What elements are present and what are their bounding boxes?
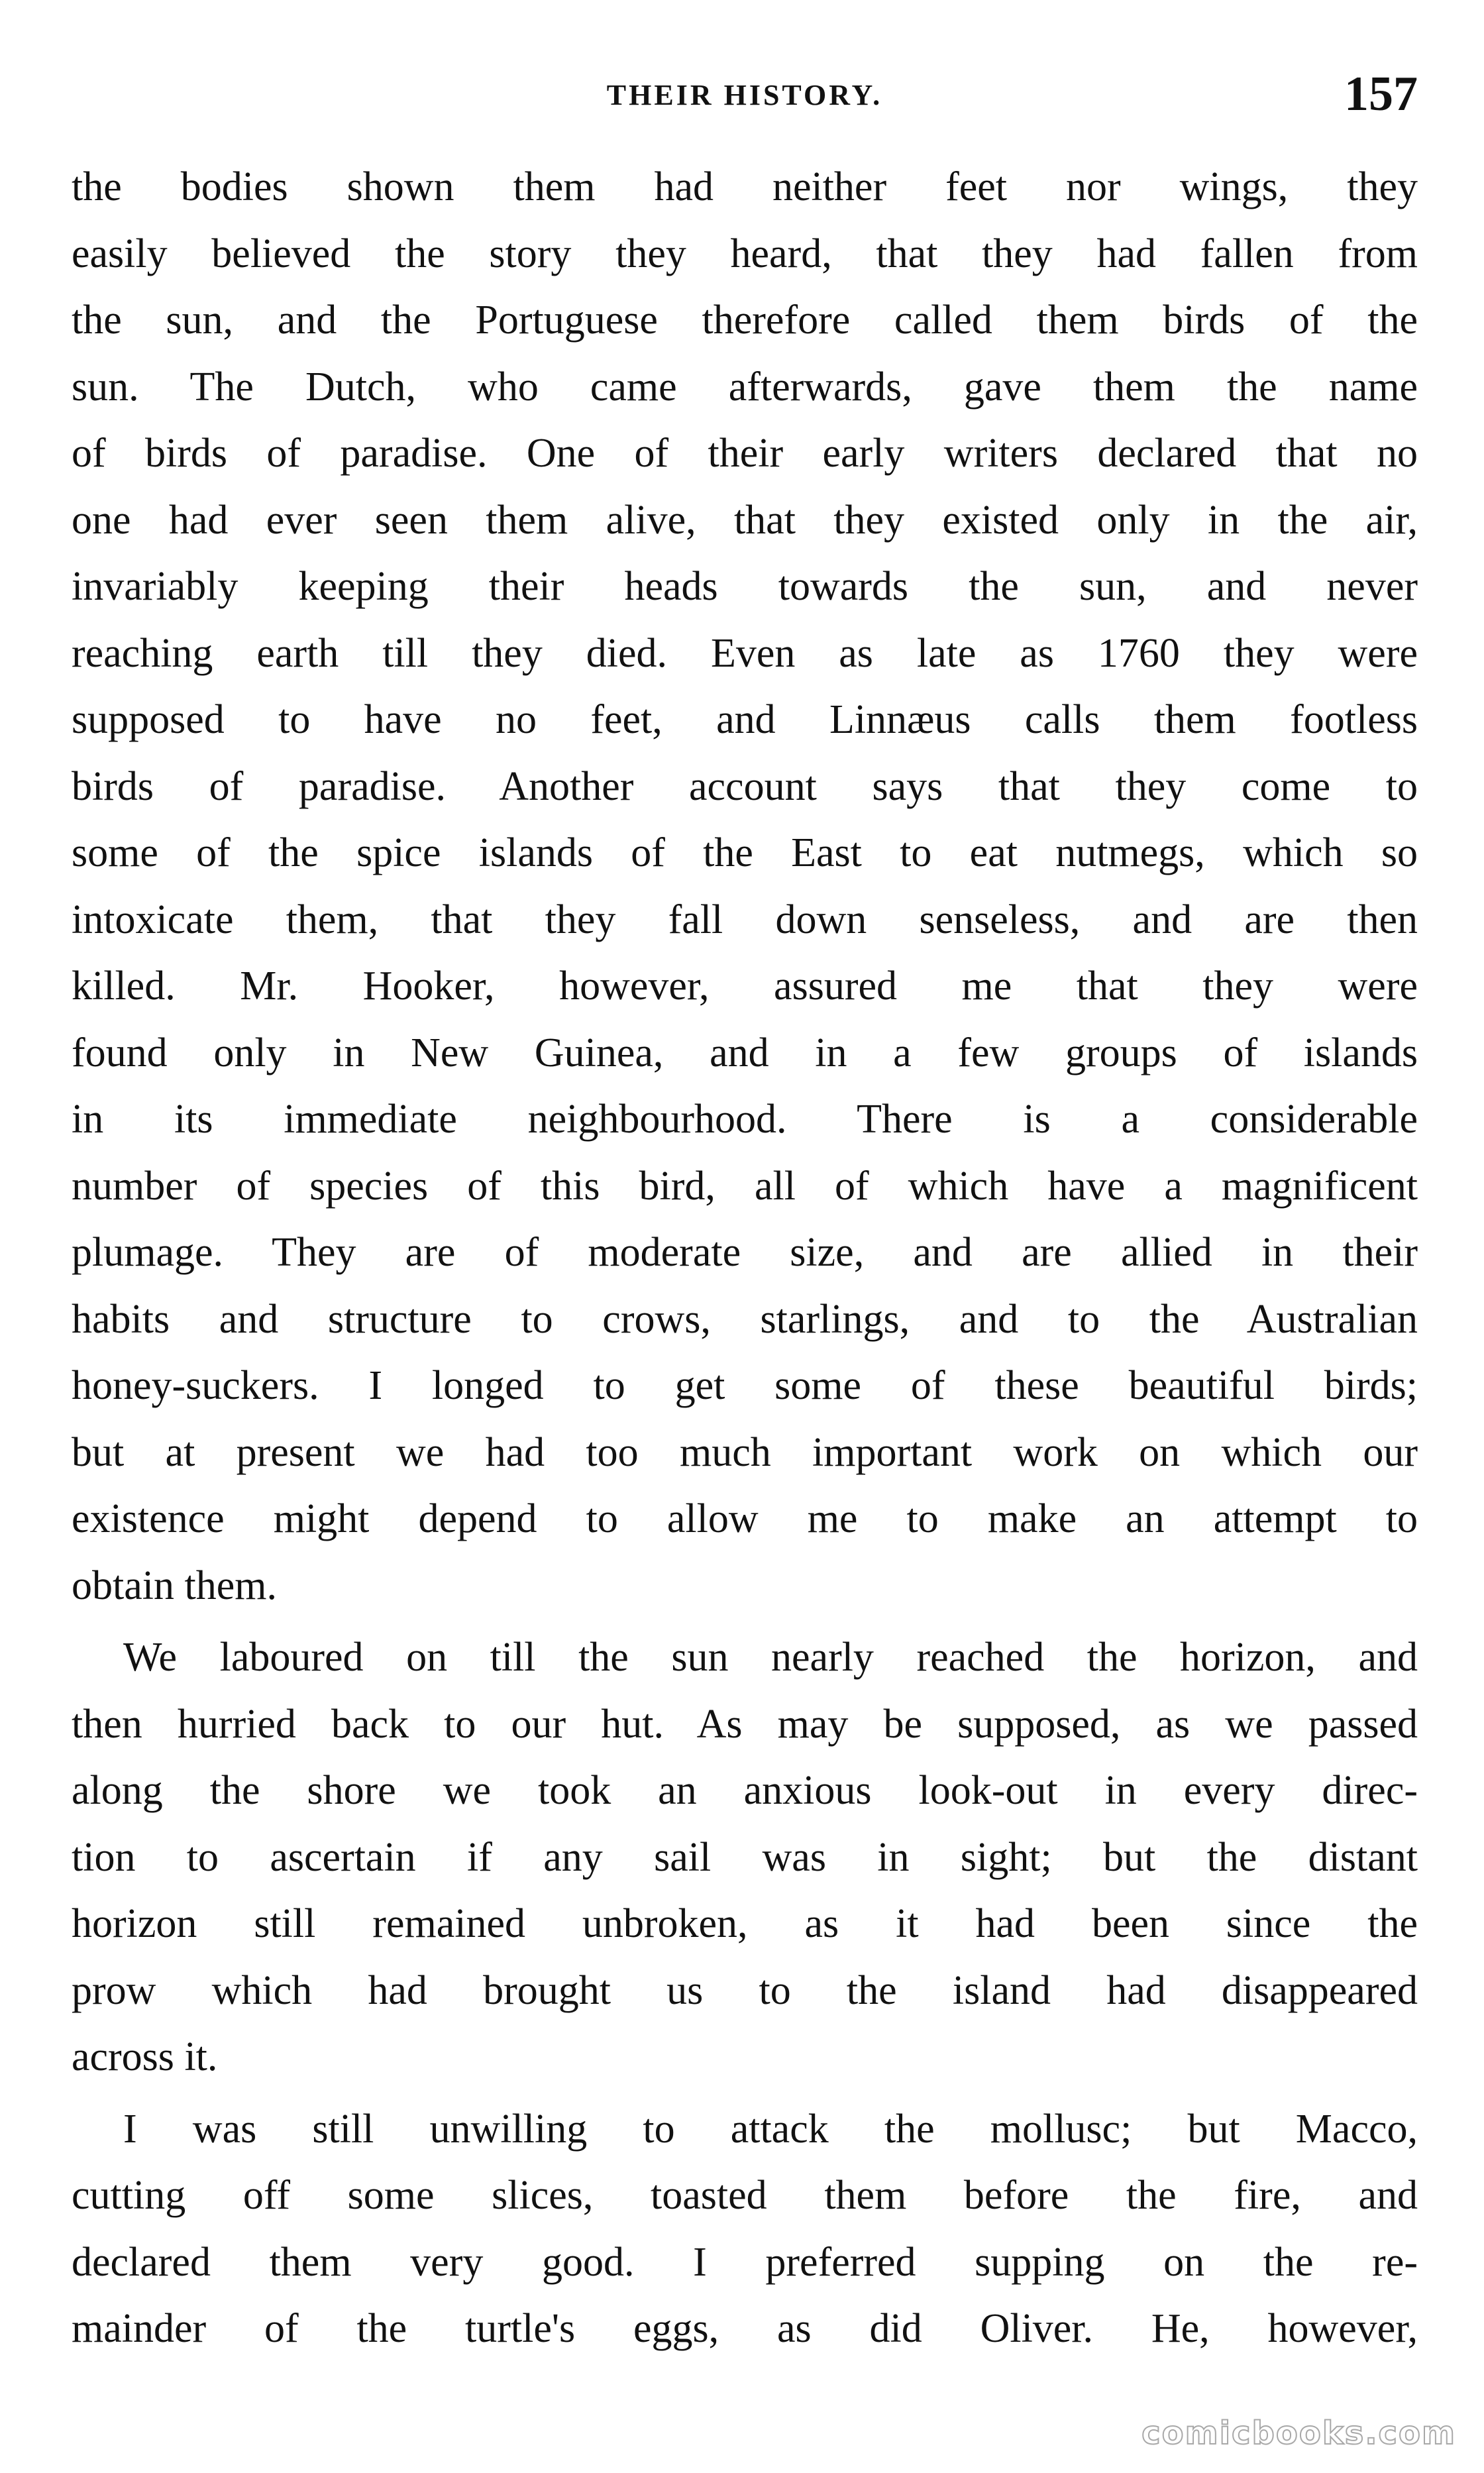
text-line: birds of paradise. Another account says that they come to (72, 763, 1418, 809)
watermark: comicbooks.com (1141, 2415, 1456, 2452)
page-number: 157 (1344, 67, 1418, 121)
text-line: across it. (72, 2034, 218, 2079)
text-line: the bodies shown them had neither feet nor wings, they (72, 164, 1418, 209)
text-line: then hurried back to our hut. As may be supposed, as we passed (72, 1701, 1418, 1747)
text-line: I was still unwilling to attack the mollusc; but Macco, (123, 2106, 1418, 2152)
text-line: existence might depend to allow me to make an attempt to (72, 1496, 1418, 1541)
text-line: but at present we had too much important work on which our (72, 1429, 1418, 1475)
text-line: sun. The Dutch, who came afterwards, gave them the name (72, 364, 1418, 410)
text-line: invariably keeping their heads towards the sun, and never (72, 564, 1418, 609)
text-line: reaching earth till they died. Even as late as 1760 they were (72, 630, 1418, 676)
text-line: obtain them. (72, 1563, 277, 1608)
body-text (72, 154, 1418, 2362)
running-title: THEIR HISTORY. (606, 79, 883, 111)
running-head (72, 66, 1418, 139)
paragraph (72, 2096, 1418, 2362)
paragraph (72, 154, 1418, 1619)
text-line: of birds of paradise. One of their early writers declared that no (72, 431, 1418, 476)
paragraph (72, 1624, 1418, 2091)
text-line: cutting off some slices, toasted them before the fire, and (72, 2173, 1418, 2218)
text-line: declared them very good. I preferred supping on the re- (72, 2239, 1418, 2285)
text-line: easily believed the story they heard, that they had fallen from (72, 231, 1418, 276)
text-line: prow which had brought us to the island had disappeared (72, 1967, 1418, 2013)
text-line: in its immediate neighbourhood. There is a considerable (72, 1097, 1418, 1142)
text-line: plumage. They are of moderate size, and are allied in their (72, 1230, 1418, 1275)
text-line: mainder of the turtle's eggs, as did Oliver. He, however, (72, 2306, 1418, 2351)
text-line: the sun, and the Portuguese therefore called them birds of the (72, 298, 1418, 343)
text-line: number of species of this bird, all of which have a magnificent (72, 1163, 1418, 1209)
text-line: We laboured on till the sun nearly reached the horizon, and (123, 1635, 1418, 1680)
text-line: some of the spice islands of the East to eat nutmegs, which so (72, 830, 1418, 875)
text-line: tion to ascertain if any sail was in sight; but the distant (72, 1834, 1418, 1880)
text-line: intoxicate them, that they fall down senseless, and are then (72, 897, 1418, 942)
text-line: found only in New Guinea, and in a few groups of islands (72, 1030, 1418, 1075)
text-line: supposed to have no feet, and Linnæus calls them footless (72, 697, 1418, 742)
text-line: horizon still remained unbroken, as it had been since the (72, 1901, 1418, 1946)
text-line: killed. Mr. Hooker, however, assured me that they were (72, 963, 1418, 1009)
text-line: one had ever seen them alive, that they existed only in the air, (72, 497, 1418, 543)
text-line: habits and structure to crows, starlings, and to the Australian (72, 1296, 1418, 1342)
text-line: honey-suckers. I longed to get some of these beautiful birds; (72, 1363, 1418, 1408)
text-line: along the shore we took an anxious look-out in every direc- (72, 1768, 1418, 1813)
